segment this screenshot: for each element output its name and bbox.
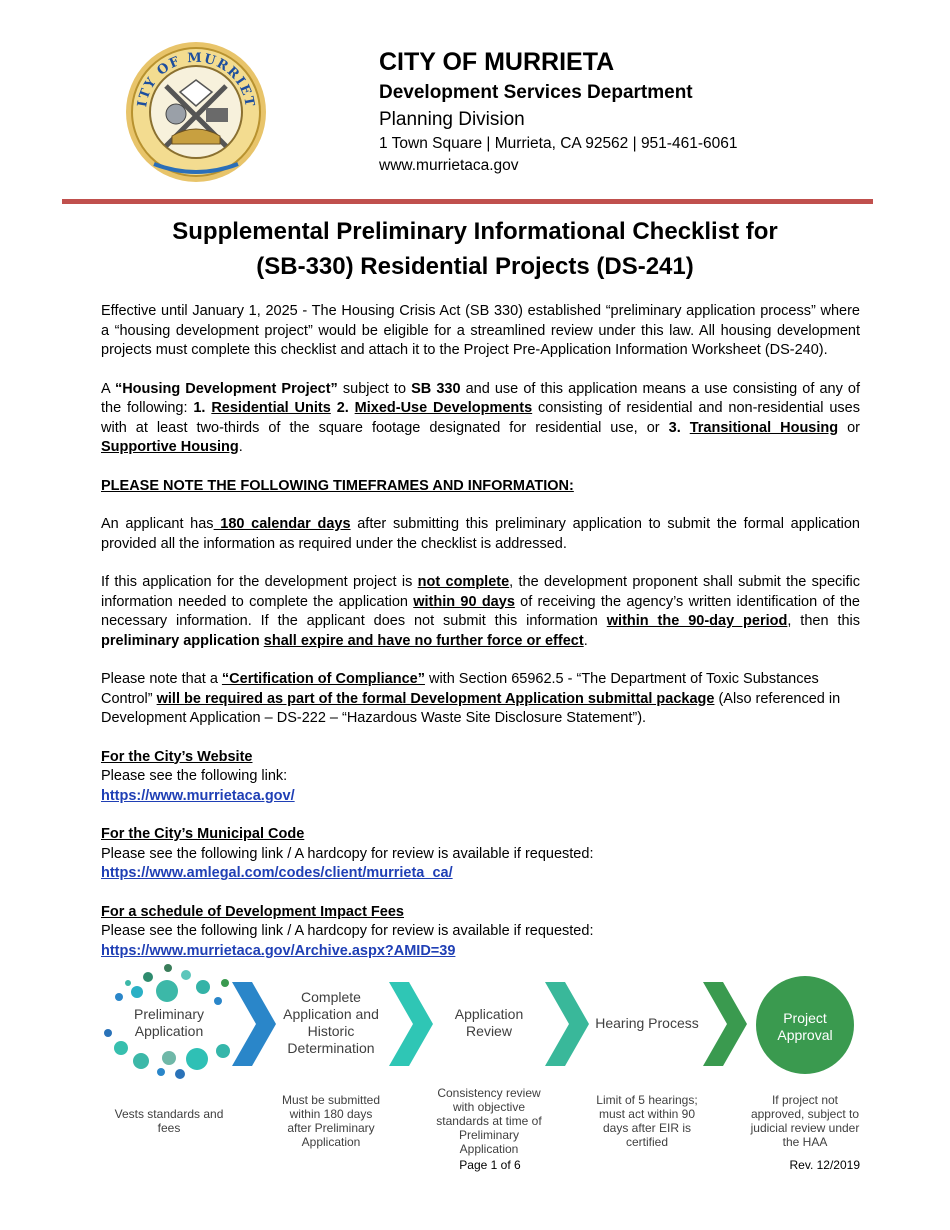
link-heading: For the City’s Website <box>101 748 253 765</box>
link-description: Please see the following link / A hardcopy for review is available if requested: <box>101 845 594 862</box>
text-run: 3. <box>668 419 681 436</box>
definition-paragraph <box>101 380 860 458</box>
text-run: not complete <box>417 574 510 590</box>
link-section-website <box>101 748 860 807</box>
website: www.murrietaca.gov <box>379 157 519 174</box>
text-run: An applicant has <box>101 516 214 532</box>
text-run: “Certification of Compliance” <box>221 671 425 687</box>
text-run: “Housing Development Project” <box>114 380 338 397</box>
link-description: Please see the following link: <box>101 768 288 784</box>
page-number: Page 1 of 6 <box>459 1158 521 1172</box>
text-run: If this application for the development project is <box>101 574 418 590</box>
text-run: subject to <box>337 380 412 397</box>
website-link[interactable]: https://www.murrietaca.gov/ <box>101 787 295 804</box>
address: 1 Town Square | Murrieta, CA 92562 | 951-461-6061 <box>379 135 738 152</box>
text-run: or <box>838 419 861 436</box>
chevron-2 <box>389 982 433 1066</box>
text-run: within the 90-day period <box>606 613 788 629</box>
chevron-4 <box>703 982 747 1066</box>
step-desc-hearing-process: Limit of 5 hearings; must act within 90 days after EIR is certified <box>596 1093 698 1149</box>
text-run: and use of this application means a use consisting of any of the following: <box>101 380 861 416</box>
step-label-project-approval: Project Approval <box>777 1010 833 1043</box>
step-label-application-review: Application Review <box>454 1006 524 1039</box>
text-run: with Section 65962.5 - “The Department of Toxic Substances Control” <box>101 671 819 707</box>
step-desc-application-review: Consistency review with objective standards at time of Preliminary Application <box>436 1086 542 1156</box>
document-title <box>80 214 870 284</box>
step-label-complete-application: Complete Application and Historic Determination <box>283 989 379 1056</box>
text-run: Transitional Housing <box>689 419 839 436</box>
text-run: 180 calendar days <box>213 516 351 532</box>
document-body <box>101 302 860 961</box>
text-run: , then this <box>787 613 861 629</box>
step-desc-preliminary-application: Vests standards and fees <box>114 1107 224 1135</box>
city-seal <box>124 40 268 184</box>
text-run: consisting of residential and non-residential uses with at least two-thirds of the square footage designated for residential use, or <box>101 400 860 436</box>
text-run: shall expire and have no further force or effect <box>263 632 584 649</box>
incomplete-paragraph <box>101 573 860 651</box>
text-run: 1. <box>193 400 206 416</box>
compliance-paragraph <box>101 670 860 729</box>
chevron-1 <box>232 982 276 1066</box>
text-run: Supportive Housing <box>101 439 239 455</box>
text-run: Mixed-Use Developments <box>354 400 533 416</box>
step-desc-project-approval: If project not approved, subject to judicial review under the HAA <box>750 1093 860 1149</box>
text-run: Residential Units <box>211 400 331 416</box>
text-run: will be required as part of the formal Development Application submittal package <box>156 690 715 707</box>
header-divider <box>62 199 873 204</box>
text-run: preliminary application <box>101 632 260 649</box>
text-run: SB 330 <box>411 380 461 397</box>
process-flow-diagram <box>0 955 950 1170</box>
text-run: Please note that a <box>101 671 222 687</box>
city-name: CITY OF MURRIETA <box>379 48 615 76</box>
text-run: after submitting this preliminary application to submit the formal application provided all the information as required under the checklist is addressed. <box>101 516 860 552</box>
link-description: Please see the following link / A hardcopy for review is available if requested: <box>101 923 594 939</box>
text-run: of receiving the agency’s written identification of the necessary information. If the applicant does not submit this information <box>101 593 860 629</box>
timeframe-paragraph <box>101 515 860 554</box>
text-run: (Also referenced in Development Application – DS-222 – “Hazardous Waste Site Disclosure Statement”). <box>101 690 841 726</box>
step-label-preliminary-application: Preliminary Application <box>133 1006 204 1039</box>
text-run: within 90 days <box>413 593 515 610</box>
title-line-2: (SB-330) Residential Projects (DS-241) <box>256 253 694 280</box>
link-section-impact-fees <box>101 903 860 962</box>
text-run: , the development proponent shall submit the specific information needed to complete the application <box>101 574 860 610</box>
link-heading: For a schedule of Development Impact Fees <box>101 903 404 920</box>
impact-fees-link[interactable]: https://www.murrietaca.gov/Archive.aspx?AMID=39 <box>101 942 456 959</box>
revision-date: Rev. 12/2019 <box>789 1158 860 1172</box>
letterhead <box>379 46 737 177</box>
text-run: . <box>238 439 243 455</box>
text-run: 2. <box>336 400 349 416</box>
text-run: A <box>101 380 115 397</box>
seal-text: ITY OF MURRIET <box>135 50 257 109</box>
title-line-1: Supplemental Preliminary Informational Checklist for <box>172 218 778 245</box>
chevron-3 <box>545 982 589 1066</box>
text-run: . <box>583 632 588 649</box>
link-section-municipal-code <box>101 825 860 884</box>
municipal-code-link[interactable]: https://www.amlegal.com/codes/client/murrieta_ca/ <box>101 865 453 881</box>
department-name: Development Services Department <box>379 82 693 103</box>
step-desc-complete-application: Must be submitted within 180 days after Preliminary Application <box>281 1093 381 1149</box>
note-heading: PLEASE NOTE THE FOLLOWING TIMEFRAMES AND INFORMATION: <box>101 477 574 494</box>
division-name: Planning Division <box>379 109 525 130</box>
intro-paragraph: Effective until January 1, 2025 - The Housing Crisis Act (SB 330) established “preliminary application process” where a “housing development project” would be eligible for a streamlined review under this law. All housing development projects must complete this checklist and attach it to the Project Pre-Application Information Worksheet (DS-240). <box>101 303 860 358</box>
step-label-hearing-process: Hearing Process <box>595 1015 699 1031</box>
link-heading: For the City’s Municipal Code <box>101 826 305 842</box>
